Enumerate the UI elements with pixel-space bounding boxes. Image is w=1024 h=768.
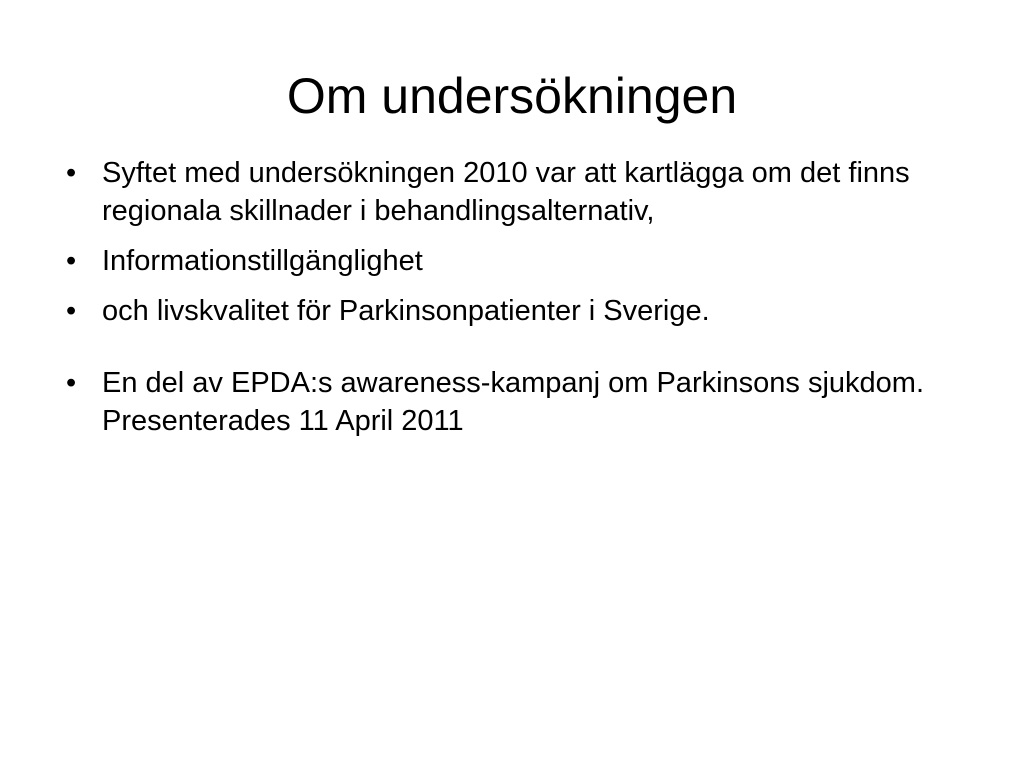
- bullet-text: och livskvalitet för Parkinsonpatienter i Sverige.: [102, 295, 710, 327]
- bullet-icon: •: [66, 245, 77, 277]
- bullet-icon: •: [66, 367, 77, 399]
- bullet-list: [60, 154, 972, 440]
- bullet-text: En del av EPDA:s awareness-kampanj om Parkinsons sjukdom. Presenterades 11 April 2011: [102, 367, 925, 437]
- bullet-item: [60, 242, 972, 280]
- bullet-item: [60, 292, 972, 330]
- bullet-item: [60, 154, 972, 230]
- bullet-text: Syftet med undersökningen 2010 var att kartlägga om det finns regionala skillnader i behandlingsalternativ,: [102, 157, 910, 227]
- bullet-item: [60, 364, 972, 440]
- bullet-text: Informationstillgänglighet: [102, 245, 423, 277]
- slide-title: Om undersökningen: [286, 68, 738, 124]
- bullet-icon: •: [66, 157, 77, 189]
- bullet-icon: •: [66, 295, 77, 327]
